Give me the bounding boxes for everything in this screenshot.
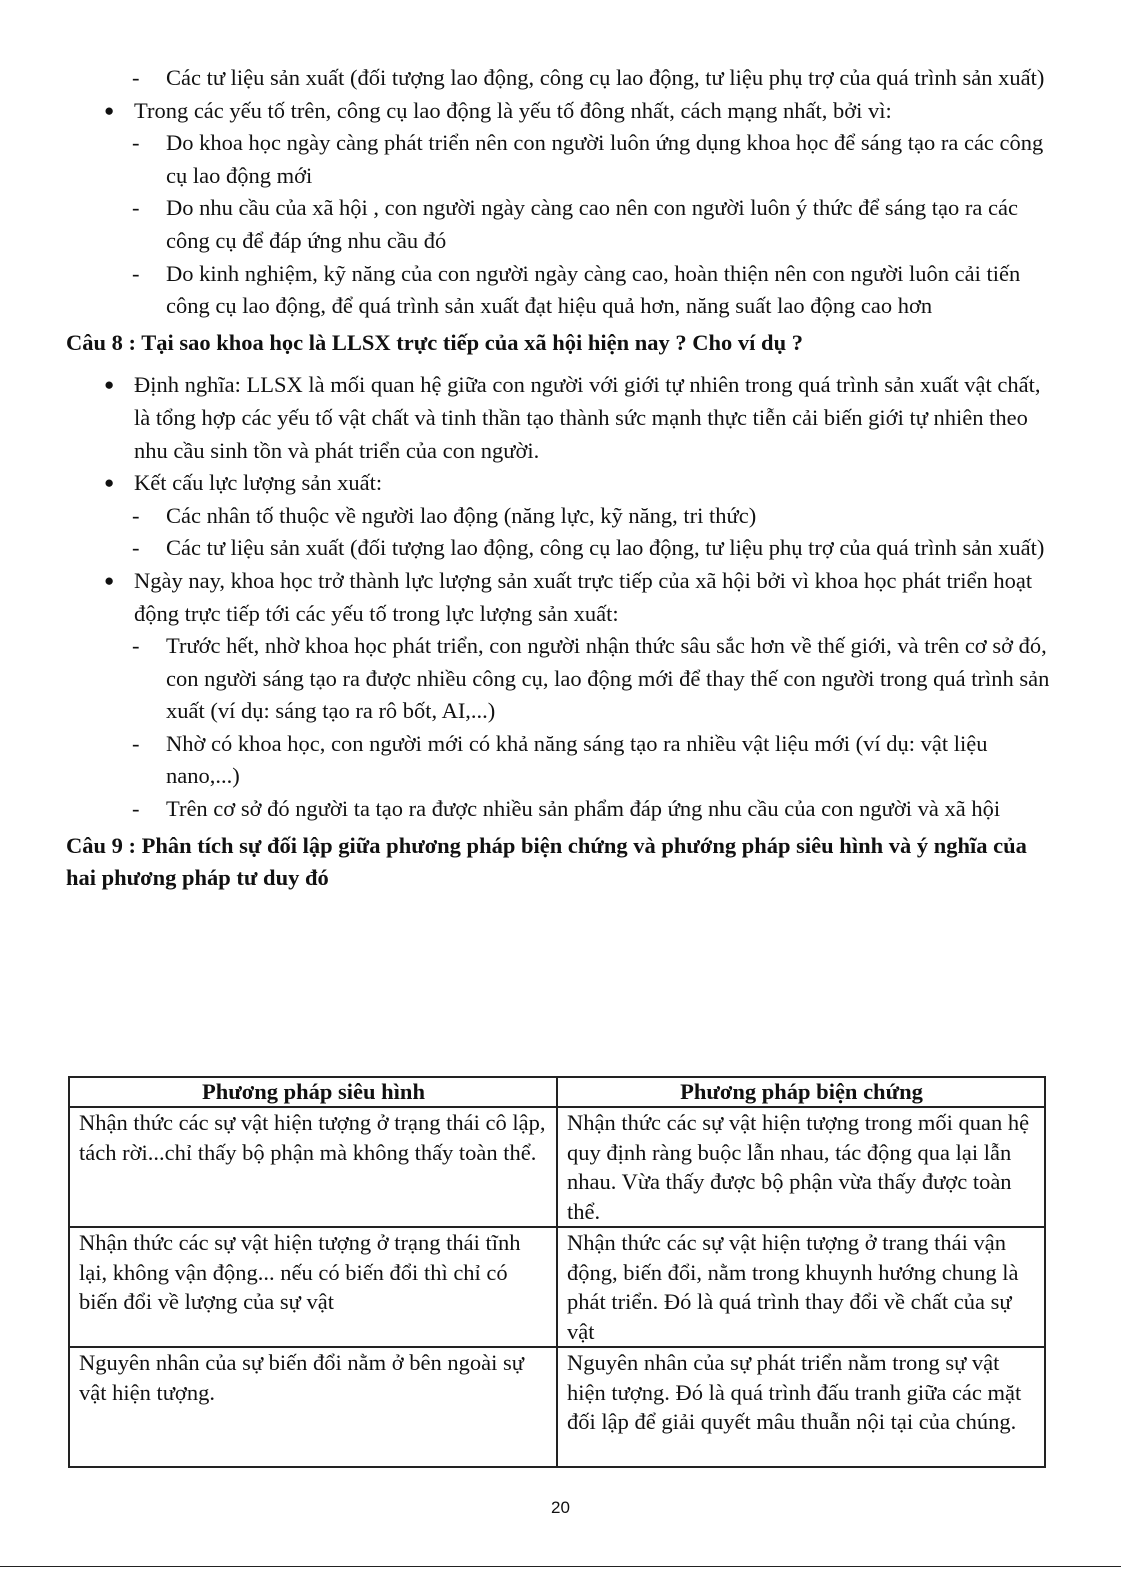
list-item (66, 95, 1056, 128)
bottom-divider (0, 1566, 1121, 1567)
page-number: 20 (551, 1498, 570, 1517)
table-row (69, 1227, 1045, 1347)
bullet-icon: ● (104, 375, 115, 395)
dash-marker: - (132, 260, 140, 286)
list-item (66, 62, 1056, 95)
table-cell: Nhận thức các sự vật hiện tượng ở trang thái vận động, biến đổi, nằm trong khuynh hướng chung là phát triển. Đó là quá trình thay đổi về chất của sự vật (557, 1227, 1045, 1347)
list-item (66, 467, 1056, 500)
item-text: Các tư liệu sản xuất (đối tượng lao động, công cụ lao động, tư liệu phụ trợ của quá trình sản xuất) (166, 535, 1045, 561)
list-item (66, 532, 1056, 565)
list-item (66, 369, 1056, 467)
list-item (66, 258, 1056, 323)
table-cell: Nhận thức các sự vật hiện tượng ở trạng thái tĩnh lại, không vận động... nếu có biến đổi thì chỉ có biến đổi về lượng của sự vật (69, 1227, 557, 1347)
dash-marker: - (132, 796, 140, 822)
dash-marker: - (132, 502, 140, 528)
list-item (66, 192, 1056, 257)
table-cell: Nguyên nhân của sự phát triển nằm trong sự vật hiện tượng. Đó là quá trình đấu tranh giữa các mặt đối lập để giải quyết mâu thuẫn nội tại của chúng. (557, 1347, 1045, 1467)
question-8-heading: Câu 8 : Tại sao khoa học là LLSX trực tiếp của xã hội hiện nay ? Cho ví dụ ? (66, 329, 803, 355)
list-item (66, 127, 1056, 192)
list-item (66, 565, 1056, 630)
list-item (66, 728, 1056, 793)
item-text: Ngày nay, khoa học trở thành lực lượng sản xuất trực tiếp của xã hội bởi vì khoa học phát triển hoạt động trực tiếp tới các yếu tố trong lực lượng sản xuất: (134, 567, 1033, 626)
item-text: Các tư liệu sản xuất (đối tượng lao động, công cụ lao động, tư liệu phụ trợ của quá trình sản xuất) (166, 65, 1045, 90)
table-cell: Nhận thức các sự vật hiện tượng trong mối quan hệ quy định ràng buộc lẫn nhau, tác động qua lại lẫn nhau. Vừa thấy được bộ phận vừa thấy được toàn thể. (557, 1107, 1045, 1227)
column-header: Phương pháp siêu hình (69, 1077, 557, 1107)
bullet-icon: ● (104, 570, 115, 590)
dash-marker: - (132, 535, 140, 561)
item-text: Trước hết, nhờ khoa học phát triển, con người nhận thức sâu sắc hơn về thế giới, và trên cơ sở đó, con người sáng tạo ra được nhiều công cụ, lao động mới để thay thế con người trong quá trình sản xuất (ví dụ: sáng tạo ra rô bốt, AI,...) (166, 633, 1050, 724)
table-row (69, 1347, 1045, 1467)
table-cell: Nhận thức các sự vật hiện tượng ở trạng thái cô lập, tách rời...chỉ thấy bộ phận mà không thấy toàn thể. (69, 1107, 557, 1227)
item-text: Trên cơ sở đó người ta tạo ra được nhiều sản phẩm đáp ứng nhu cầu của con người và xã hội (166, 796, 1001, 822)
item-text: Kết cấu lực lượng sản xuất: (134, 470, 383, 496)
table-cell: Nguyên nhân của sự biến đổi nằm ở bên ngoài sự vật hiện tượng. (69, 1347, 557, 1467)
dash-marker: - (132, 730, 140, 756)
item-text: Các nhân tố thuộc về người lao động (năng lực, kỹ năng, tri thức) (166, 502, 757, 528)
dash-marker: - (132, 633, 140, 659)
dash-marker: - (132, 130, 140, 156)
table-header-row (69, 1077, 1045, 1107)
comparison-table (68, 1076, 1046, 1468)
list-item (66, 500, 1056, 533)
bullet-icon: ● (104, 473, 115, 493)
item-text: Nhờ có khoa học, con người mới có khả năng sáng tạo ra nhiều vật liệu mới (ví dụ: vật liệu nano,...) (166, 730, 988, 789)
dash-marker: - (132, 195, 140, 221)
item-text: Do khoa học ngày càng phát triển nên con người luôn ứng dụng khoa học để sáng tạo ra các công cụ lao động mới (166, 130, 1044, 188)
list-item (66, 793, 1056, 826)
page-content (66, 62, 1056, 901)
table-row (69, 1107, 1045, 1227)
item-text: Do kinh nghiệm, kỹ năng của con người ngày càng cao, hoàn thiện nên con người luôn cải tiến công cụ lao động, để quá trình sản xuất đạt hiệu quả hơn, năng suất lao động cao hơn (166, 260, 1021, 319)
question-9-heading: Câu 9 : Phân tích sự đối lập giữa phương pháp biện chứng và phướng pháp siêu hình và ý nghĩa của hai phương pháp tư duy đó (66, 832, 1027, 891)
item-text: Trong các yếu tố trên, công cụ lao động là yếu tố đông nhất, cách mạng nhất, bởi vì: (134, 97, 892, 123)
item-text: Định nghĩa: LLSX là mối quan hệ giữa con người với giới tự nhiên trong quá trình sản xuất vật chất, là tổng hợp các yếu tố vật chất và tinh thần tạo thành sức mạnh thực tiễn cải biến giới tự nhiên theo nhu cầu sinh tồn và phát triển của con người. (134, 372, 1041, 463)
bullet-icon: ● (104, 100, 115, 120)
list-item (66, 630, 1056, 728)
item-text: Do nhu cầu của xã hội , con người ngày càng cao nên con người luôn ý thức để sáng tạo ra các công cụ để đáp ứng nhu cầu đó (166, 195, 1018, 253)
column-header: Phương pháp biện chứng (557, 1077, 1045, 1107)
dash-marker: - (132, 65, 140, 90)
